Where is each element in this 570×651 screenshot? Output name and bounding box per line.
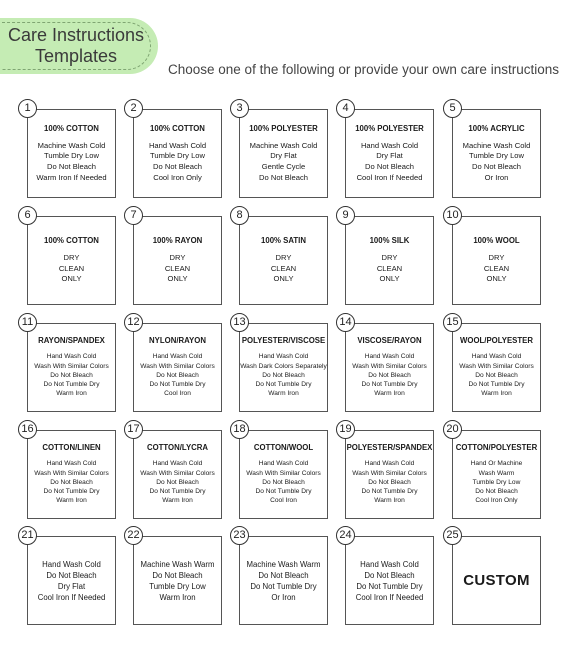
- template-number-badge: 6: [18, 206, 37, 225]
- template-number-badge: 1: [18, 99, 37, 118]
- care-instruction-line: Do Not Tumble Dry: [468, 381, 525, 389]
- fabric-label: COTTON/LINEN: [42, 443, 101, 453]
- care-instruction-line: DRY: [381, 253, 398, 263]
- template-card-5[interactable]: [449, 102, 541, 198]
- care-instruction-line: Cool Iron If Needed: [37, 592, 106, 602]
- fabric-label: COTTON/LYCRA: [146, 443, 209, 453]
- care-instruction-line: Machine Wash Cold: [249, 140, 318, 150]
- fabric-label: 100% WOOL: [473, 236, 520, 246]
- care-instruction-line: Do Not Bleach: [365, 162, 414, 171]
- care-instruction-line: Warm Iron: [374, 390, 405, 398]
- template-card-19[interactable]: [339, 423, 434, 519]
- care-instruction-line: Cool Iron Only: [153, 172, 202, 182]
- template-number-badge: 12: [124, 313, 143, 332]
- template-number-badge: 8: [230, 206, 249, 225]
- fabric-label: 100% COTTON: [44, 236, 99, 246]
- template-card-16[interactable]: [21, 423, 116, 519]
- care-instruction-line: Do Not Bleach: [259, 172, 308, 182]
- template-number-badge: 15: [443, 313, 462, 332]
- care-instruction-line: Do Not Bleach: [152, 570, 203, 580]
- title-tab: [0, 18, 158, 74]
- fabric-label: POLYESTER/SPANDEX: [346, 443, 433, 453]
- care-instruction-line: Dry Flat: [376, 151, 403, 161]
- template-number-badge: 9: [336, 206, 355, 225]
- care-instruction-line: Dry Flat: [270, 151, 297, 161]
- template-card-content: [134, 537, 221, 624]
- template-card-content: [453, 431, 540, 518]
- care-instruction-line: ONLY: [61, 274, 82, 284]
- title-tab-border: [2, 22, 151, 70]
- care-instruction-line: Hand Wash Cold: [46, 460, 97, 468]
- fabric-label: 100% SILK: [369, 236, 410, 246]
- template-number-badge: 7: [124, 206, 143, 225]
- care-instruction-line: Wash With Similar Colors: [246, 469, 321, 477]
- care-instruction-line: CLEAN: [376, 263, 403, 273]
- fabric-label: COTTON/POLYESTER: [455, 443, 538, 453]
- care-instruction-line: Do Not Bleach: [47, 162, 96, 171]
- template-card-24[interactable]: [339, 529, 434, 625]
- fabric-label: COTTON/WOOL: [253, 443, 314, 453]
- care-instruction-line: Tumble Dry Low: [472, 478, 521, 486]
- template-card-content: [346, 324, 433, 411]
- care-instruction-line: Do Not Bleach: [472, 162, 521, 171]
- care-instruction-line: Tumble Dry Low: [469, 151, 524, 161]
- care-instruction-line: Do Not Bleach: [368, 371, 411, 379]
- care-instruction-line: Do Not Bleach: [258, 570, 309, 580]
- fabric-label: WOOL/POLYESTER: [460, 336, 533, 346]
- care-instruction-line: DRY: [169, 253, 186, 263]
- fabric-label: VISCOSE/RAYON: [357, 336, 422, 346]
- care-instruction-line: DRY: [488, 253, 505, 263]
- care-instruction-line: Wash With Similar Colors: [34, 469, 109, 477]
- care-instruction-line: Hand Wash Cold: [471, 353, 522, 361]
- template-number-badge: 18: [230, 420, 249, 439]
- template-number-badge: 19: [336, 420, 355, 439]
- template-card-23[interactable]: [233, 529, 328, 625]
- template-number-badge: 11: [18, 313, 37, 332]
- care-instruction-line: Do Not Bleach: [156, 478, 199, 486]
- template-card-1[interactable]: [24, 102, 116, 198]
- template-card-content: [240, 324, 327, 411]
- care-instruction-line: CLEAN: [58, 263, 85, 273]
- template-number-badge: 23: [230, 526, 249, 545]
- template-card-content: [28, 110, 115, 197]
- template-card-13[interactable]: [233, 316, 328, 412]
- fabric-label: POLYESTER/VISCOSE: [241, 336, 326, 346]
- care-instruction-line: Hand Wash Cold: [152, 460, 203, 468]
- care-instruction-line: Warm Iron: [162, 497, 193, 505]
- template-card-6[interactable]: [24, 209, 116, 305]
- fabric-label: 100% SATIN: [261, 236, 306, 246]
- care-instruction-line: DRY: [63, 253, 80, 263]
- template-card-content: [453, 110, 540, 197]
- fabric-label: 100% POLYESTER: [355, 123, 424, 133]
- template-card-content: [28, 324, 115, 411]
- page-title-line2: Templates: [34, 46, 118, 66]
- care-instruction-line: Hand Wash Cold: [364, 460, 415, 468]
- template-card-content: [240, 217, 327, 304]
- care-instruction-line: Machine Wash Cold: [37, 140, 106, 150]
- care-instruction-line: Do Not Tumble Dry: [356, 581, 423, 591]
- care-instruction-line: CLEAN: [270, 263, 297, 273]
- template-card-21[interactable]: [21, 529, 116, 625]
- care-instruction-line: Do Not Tumble Dry: [149, 381, 206, 389]
- template-card-15[interactable]: [446, 316, 541, 412]
- care-instruction-line: Warm Iron: [374, 497, 405, 505]
- care-instruction-line: Warm Iron If Needed: [36, 172, 107, 182]
- template-card-8[interactable]: [236, 209, 328, 305]
- care-instruction-line: Gentle Cycle: [261, 162, 306, 171]
- template-card-content: [346, 217, 433, 304]
- care-instruction-line: Warm Iron: [159, 592, 196, 602]
- care-instruction-line: Wash With Similar Colors: [459, 362, 534, 370]
- care-instruction-line: Do Not Bleach: [262, 478, 305, 486]
- care-instruction-line: ONLY: [486, 274, 507, 284]
- care-instruction-line: Wash With Similar Colors: [352, 469, 427, 477]
- template-number-badge: 17: [124, 420, 143, 439]
- template-card-content: [240, 110, 327, 197]
- template-card-content: [346, 110, 433, 197]
- care-instruction-line: Do Not Tumble Dry: [149, 488, 206, 496]
- care-instruction-line: Warm Iron: [56, 497, 87, 505]
- care-instruction-line: Or Iron: [271, 592, 296, 602]
- care-instruction-line: Warm Iron: [481, 390, 512, 398]
- template-card-content: [346, 431, 433, 518]
- care-instruction-line: Cool Iron: [164, 390, 191, 398]
- care-instruction-line: Hand Wash Cold: [360, 559, 419, 569]
- template-card-content: [134, 217, 221, 304]
- template-card-content: [240, 537, 327, 624]
- care-instruction-line: Do Not Tumble Dry: [361, 488, 418, 496]
- care-instruction-line: Do Not Bleach: [153, 162, 202, 171]
- custom-label: CUSTOM: [463, 572, 530, 589]
- template-card-25[interactable]: [446, 529, 541, 625]
- fabric-label: 100% RAYON: [152, 236, 203, 246]
- care-instruction-line: Do Not Tumble Dry: [43, 381, 100, 389]
- care-instruction-line: Do Not Bleach: [368, 478, 411, 486]
- care-instruction-line: CLEAN: [164, 263, 191, 273]
- care-instruction-line: CLEAN: [483, 263, 510, 273]
- template-number-badge: 20: [443, 420, 462, 439]
- template-card-content: [453, 217, 540, 304]
- care-instruction-line: Tumble Dry Low: [150, 151, 205, 161]
- care-instruction-line: Do Not Tumble Dry: [250, 581, 317, 591]
- care-instruction-line: Do Not Tumble Dry: [43, 488, 100, 496]
- template-card-17[interactable]: [127, 423, 222, 519]
- page-title-line1: Care Instructions: [7, 25, 145, 45]
- template-card-9[interactable]: [342, 209, 434, 305]
- template-number-badge: 24: [336, 526, 355, 545]
- care-instruction-line: Cool Iron If Needed: [355, 592, 424, 602]
- care-instruction-line: Machine Wash Cold: [462, 140, 531, 150]
- template-number-badge: 22: [124, 526, 143, 545]
- fabric-label: RAYON/SPANDEX: [38, 336, 105, 346]
- care-instruction-line: Hand Wash Cold: [46, 353, 97, 361]
- template-number-badge: 5: [443, 99, 462, 118]
- template-card-12[interactable]: [127, 316, 222, 412]
- care-instruction-line: Hand Wash Cold: [152, 353, 203, 361]
- care-instruction-line: Do Not Tumble Dry: [361, 381, 418, 389]
- template-card-content: [346, 537, 433, 624]
- care-instruction-line: Hand Or Machine: [470, 460, 523, 468]
- template-card-22[interactable]: [127, 529, 222, 625]
- fabric-label: 100% COTTON: [44, 123, 99, 133]
- care-instruction-line: Or Iron: [484, 172, 509, 182]
- template-card-4[interactable]: [342, 102, 434, 198]
- template-card-content: [134, 324, 221, 411]
- template-number-badge: 3: [230, 99, 249, 118]
- care-instruction-line: Wash With Similar Colors: [140, 469, 215, 477]
- template-card-2[interactable]: [130, 102, 222, 198]
- template-number-badge: 14: [336, 313, 355, 332]
- template-card-content: [134, 110, 221, 197]
- care-instruction-line: Do Not Tumble Dry: [255, 381, 312, 389]
- care-instruction-line: Hand Wash Cold: [42, 559, 101, 569]
- care-instruction-line: Machine Wash Warm: [246, 559, 321, 569]
- care-instruction-line: Machine Wash Warm: [140, 559, 215, 569]
- template-card-content: [240, 431, 327, 518]
- template-card-10[interactable]: [446, 209, 541, 305]
- care-instruction-line: ONLY: [273, 274, 294, 284]
- care-instruction-line: Hand Wash Cold: [148, 140, 207, 150]
- fabric-label: NYLON/RAYON: [149, 336, 206, 346]
- care-instruction-line: Do Not Bleach: [46, 570, 97, 580]
- care-instruction-line: Do Not Bleach: [364, 570, 415, 580]
- template-card-content: [453, 537, 540, 624]
- care-instruction-line: Wash With Similar Colors: [140, 362, 215, 370]
- care-instruction-line: Do Not Tumble Dry: [255, 488, 312, 496]
- care-instruction-line: DRY: [275, 253, 292, 263]
- care-instruction-line: Cool Iron Only: [475, 497, 518, 505]
- template-card-20[interactable]: [446, 423, 541, 519]
- care-instruction-line: Do Not Bleach: [50, 478, 93, 486]
- template-card-content: [28, 537, 115, 624]
- care-instruction-line: Do Not Bleach: [156, 371, 199, 379]
- template-number-badge: 21: [18, 526, 37, 545]
- page-subtitle: Choose one of the following or provide your own care instructions: [168, 62, 559, 77]
- care-instruction-line: Hand Wash Cold: [258, 353, 309, 361]
- care-instruction-line: Cool Iron If Needed: [356, 172, 423, 182]
- template-number-badge: 13: [230, 313, 249, 332]
- care-instruction-line: Dry Flat: [57, 581, 86, 591]
- template-card-content: [28, 217, 115, 304]
- care-instruction-line: Do Not Bleach: [475, 371, 518, 379]
- template-number-badge: 10: [443, 206, 462, 225]
- template-card-18[interactable]: [233, 423, 328, 519]
- template-card-3[interactable]: [236, 102, 328, 198]
- template-card-11[interactable]: [21, 316, 116, 412]
- care-instruction-line: Do Not Bleach: [262, 371, 305, 379]
- care-instruction-line: Do Not Bleach: [475, 488, 518, 496]
- care-instruction-line: Hand Wash Cold: [360, 140, 419, 150]
- care-instruction-line: Wash With Similar Colors: [34, 362, 109, 370]
- care-instruction-line: ONLY: [167, 274, 188, 284]
- template-card-content: [134, 431, 221, 518]
- template-number-badge: 4: [336, 99, 355, 118]
- care-instruction-line: Wash Warm: [478, 469, 515, 477]
- care-instruction-line: Tumble Dry Low: [149, 581, 206, 591]
- template-card-14[interactable]: [339, 316, 434, 412]
- care-instruction-line: Wash Dark Colors Separately: [240, 362, 327, 370]
- care-instruction-line: Wash With Similar Colors: [352, 362, 427, 370]
- care-instruction-line: Hand Wash Cold: [258, 460, 309, 468]
- care-instruction-line: Cool Iron: [270, 497, 297, 505]
- fabric-label: 100% COTTON: [150, 123, 205, 133]
- fabric-label: 100% ACRYLIC: [468, 123, 525, 133]
- template-number-badge: 16: [18, 420, 37, 439]
- care-instruction-line: Warm Iron: [56, 390, 87, 398]
- template-card-7[interactable]: [130, 209, 222, 305]
- care-instruction-line: Hand Wash Cold: [364, 353, 415, 361]
- template-card-content: [28, 431, 115, 518]
- fabric-label: 100% POLYESTER: [249, 123, 318, 133]
- care-instruction-line: Do Not Bleach: [50, 371, 93, 379]
- template-number-badge: 2: [124, 99, 143, 118]
- template-card-content: [453, 324, 540, 411]
- care-instruction-line: Tumble Dry Low: [44, 151, 99, 161]
- care-instruction-line: ONLY: [379, 274, 400, 284]
- template-number-badge: 25: [443, 526, 462, 545]
- care-instruction-line: Warm Iron: [268, 390, 299, 398]
